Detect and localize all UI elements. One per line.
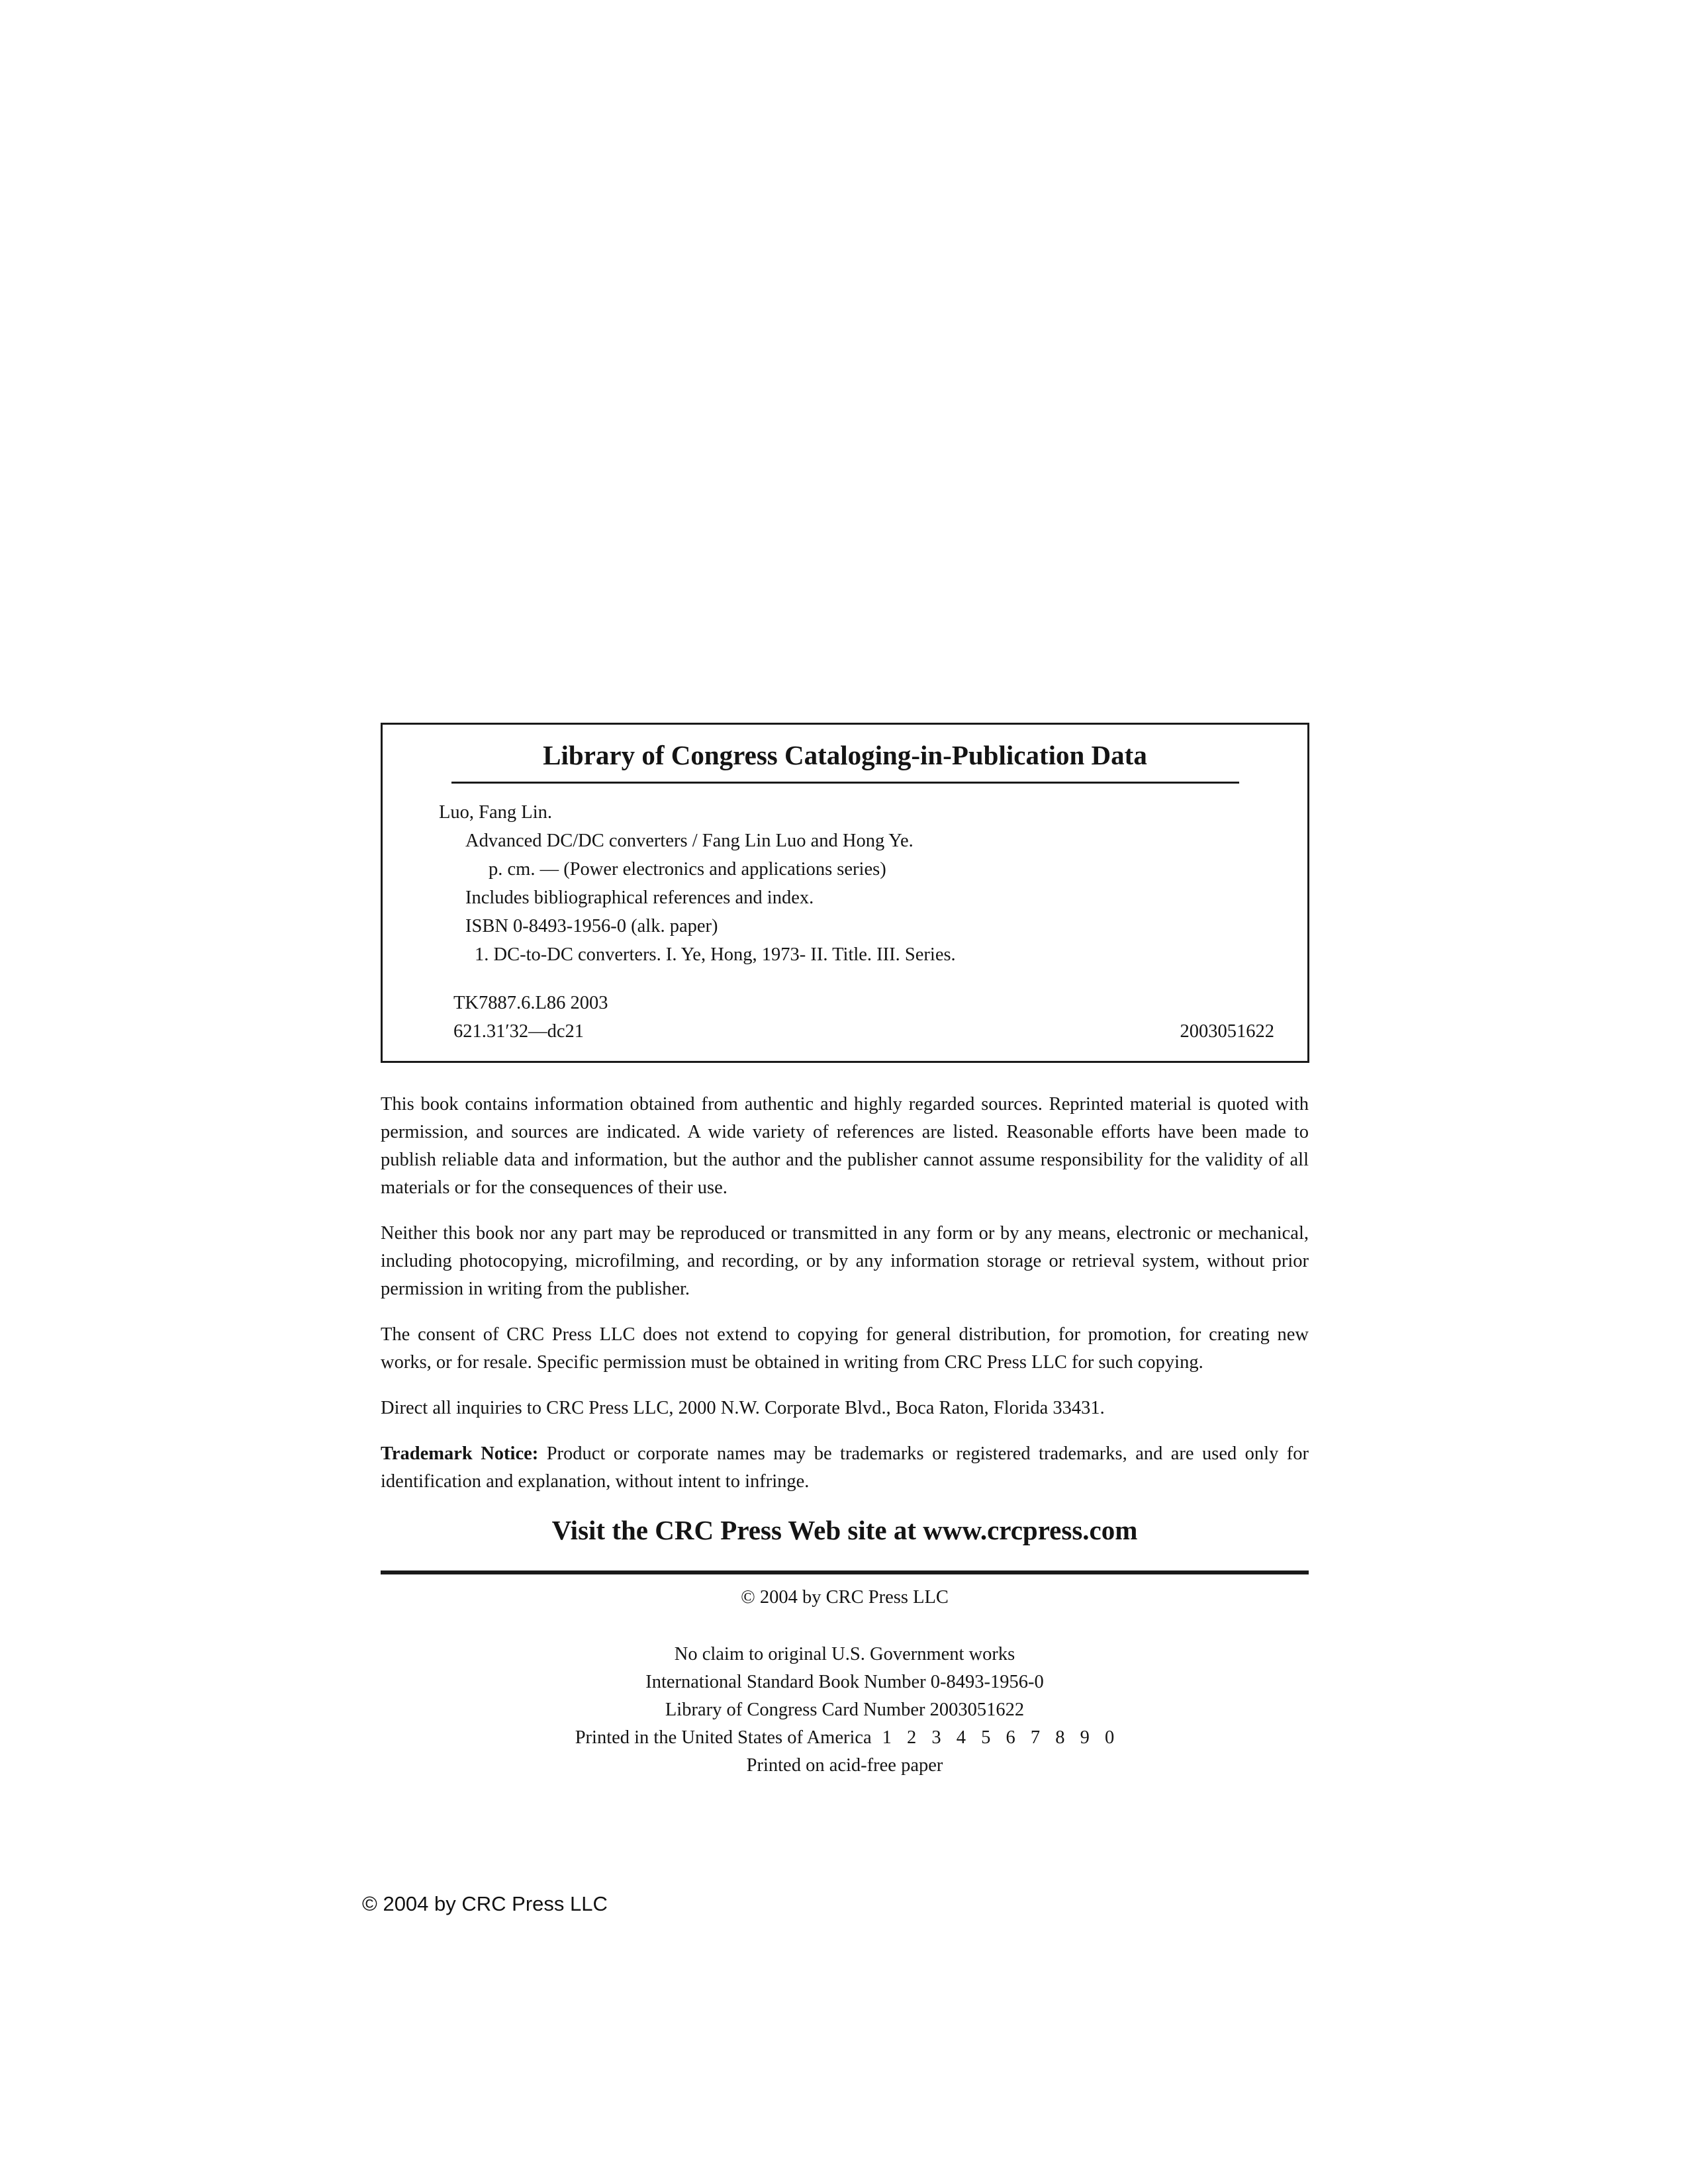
- cip-card-number: 2003051622: [1180, 1021, 1274, 1042]
- website-banner: Visit the CRC Press Web site at www.crcpress.com: [551, 1515, 1138, 1545]
- reproduction-paragraph: Neither this book nor any part may be reproduced or transmitted in any form or by any means, electronic or mechanical, including photocopying, microfilming, and recording, or by any information storage or retrieval system, without prior permission in writing from the publisher.: [381, 1223, 1309, 1299]
- disclaimer-paragraph: This book contains information obtained from authentic and highly regarded sources. Reprinted material is quoted with permission, and sources are indicated. A wide variety of references are listed. Reasonable efforts have been made to publish reliable data and information, but the author and the publisher cannot assume responsibility for the validity of all materials or for the consequences of their use.: [381, 1094, 1309, 1198]
- section-rule: [381, 1570, 1309, 1574]
- imprint-acid-free: Printed on acid-free paper: [746, 1755, 943, 1776]
- cip-entry-subjects: 1. DC-to-DC converters. I. Ye, Hong, 1973- II. Title. III. Series.: [475, 944, 956, 965]
- trademark-label: Trademark Notice:: [381, 1443, 539, 1464]
- imprint-printed-line: [381, 1724, 1309, 1752]
- cip-dewey-row: [383, 1017, 1307, 1046]
- cip-title-rule: [451, 782, 1239, 784]
- trademark-paragraph: [381, 1440, 1309, 1496]
- cip-entry-title: Advanced DC/DC converters / Fang Lin Luo and Hong Ye.: [465, 831, 914, 851]
- cip-entry-isbn: ISBN 0-8493-1956-0 (alk. paper): [465, 916, 718, 936]
- cip-call-number: TK7887.6.L86 2003: [453, 993, 608, 1013]
- imprint-no-claim: No claim to original U.S. Government works: [674, 1644, 1015, 1664]
- imprint-isbn: International Standard Book Number 0-8493-1956-0: [645, 1672, 1044, 1692]
- printing-number-line: 1 2 3 4 5 6 7 8 9 0: [882, 1727, 1115, 1748]
- printed-in-usa-text: Printed in the United States of America: [575, 1727, 872, 1748]
- cip-dewey-number: 621.31′32—dc21: [453, 1021, 585, 1042]
- main-text-column: [381, 1091, 1309, 1780]
- cip-entry-author: Luo, Fang Lin.: [439, 802, 552, 823]
- imprint-block: [381, 1584, 1309, 1780]
- footer-copyright: © 2004 by CRC Press LLC: [362, 1892, 608, 1915]
- imprint-card-number: Library of Congress Card Number 2003051622: [665, 1700, 1025, 1720]
- cip-entry-series: p. cm. — (Power electronics and applications series): [489, 859, 886, 880]
- consent-paragraph: The consent of CRC Press LLC does not extend to copying for general distribution, for promotion, for creating new works, or for resale. Specific permission must be obtained in writing from CRC Press LLC for such copying.: [381, 1324, 1309, 1373]
- cip-box: [381, 723, 1309, 1063]
- cip-entries: [383, 798, 1307, 969]
- cip-entry-references: Includes bibliographical references and index.: [465, 887, 814, 908]
- imprint-copyright: © 2004 by CRC Press LLC: [741, 1587, 949, 1608]
- inquiries-paragraph: Direct all inquiries to CRC Press LLC, 2000 N.W. Corporate Blvd., Boca Raton, Florida 33431.: [381, 1398, 1105, 1418]
- cip-title: Library of Congress Cataloging-in-Publication Data: [543, 740, 1147, 770]
- trademark-text: Product or corporate names may be trademarks or registered trademarks, and are used only for identification and explanation, without intent to infringe.: [381, 1443, 1309, 1492]
